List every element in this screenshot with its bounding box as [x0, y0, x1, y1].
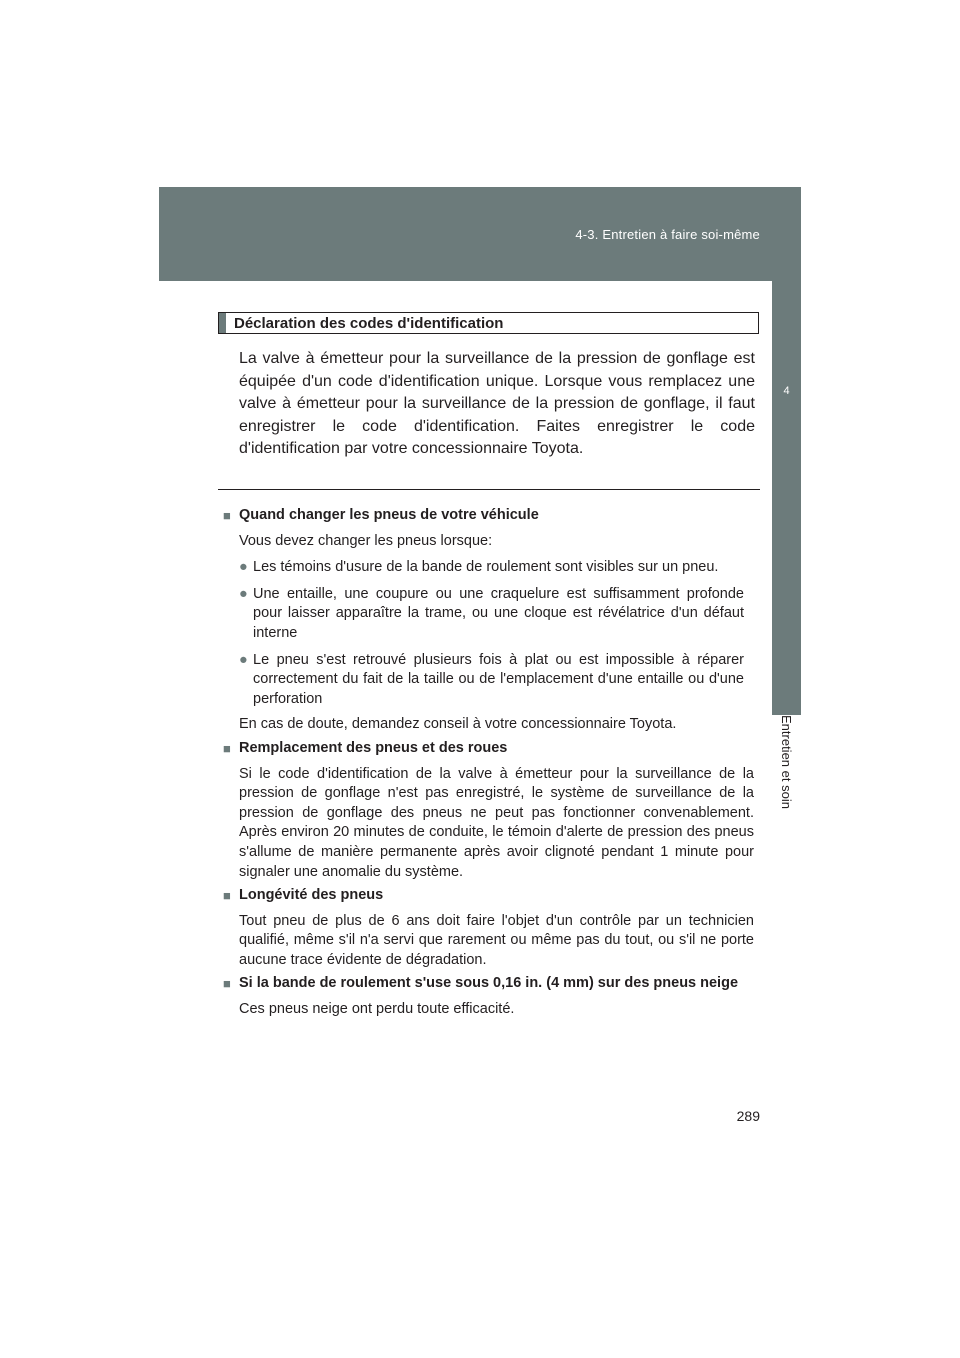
note-body: Tout pneu de plus de 6 ans doit faire l'objet d'un contrôle par un technicien qualifié, même s'il n'a servi que rarement ou même pas du tout, ou s'il ne porte aucune trace évidente de dégradation.	[239, 912, 754, 968]
chapter-tab	[772, 281, 801, 715]
section-heading-box	[218, 312, 759, 334]
note-body: Si le code d'identification de la valve à émetteur pour la surveillance de la pression de gonflage n'est pas enregistré, le système de surveillance de la pression de gonflage des pneus ne peut pas fonctionner convenablement. Après environ 20 minutes de conduite, le témoin d'alerte de pression des pneus s'allume de manière permanente après avoir clignoté pendant 1 minute pour signaler une anomalie du système.	[239, 765, 754, 880]
note-heading	[223, 739, 754, 759]
square-bullet-icon: ■	[223, 976, 231, 992]
list-item	[239, 558, 754, 578]
list-item	[239, 585, 754, 644]
square-bullet-icon: ■	[223, 508, 231, 523]
note-heading	[223, 506, 754, 526]
list-item	[239, 651, 754, 710]
section-heading-bar	[219, 313, 226, 333]
chapter-title: Entretien et soin	[779, 715, 794, 809]
header-band	[159, 187, 801, 281]
list-item-text: Les témoins d'usure de la bande de roulement sont visibles sur un pneu.	[253, 559, 719, 576]
note-heading	[223, 886, 754, 906]
section-intro: La valve à émetteur pour la surveillance de la pression de gonflage est équipée d'un code d'identification unique. Lorsque vous remplacez une valve à émetteur pour la surveillance de la pression de gonflage, il faut enregistrer le code d'identification. Faites enregistrer le code d'identification par votre concessionnaire Toyota.	[239, 350, 755, 457]
note-heading	[223, 974, 754, 994]
section-heading: Déclaration des codes d'identification	[234, 315, 504, 332]
page-number: 289	[736, 1108, 760, 1124]
divider	[218, 489, 760, 490]
note-heading-text: Remplacement des pneus et des roues	[239, 739, 508, 756]
note-longevity	[223, 886, 754, 970]
note-body: Ces pneus neige ont perdu toute efficacité.	[239, 1001, 515, 1018]
running-section-title: 4-3. Entretien à faire soi-même	[575, 227, 760, 242]
note-heading-text: Longévité des pneus	[239, 887, 384, 904]
notes	[223, 506, 754, 1024]
note-heading-text: Quand changer les pneus de votre véhicule	[239, 507, 539, 523]
square-bullet-icon: ■	[223, 740, 231, 756]
round-bullet-icon: ●	[239, 651, 248, 668]
note-replacement	[223, 739, 754, 882]
round-bullet-icon: ●	[239, 559, 248, 576]
chapter-number: 4	[783, 385, 790, 397]
note-closing: En cas de doute, demandez conseil à votre concessionnaire Toyota.	[239, 716, 677, 733]
note-lead: Vous devez changer les pneus lorsque:	[239, 532, 493, 549]
note-change-tires	[223, 506, 754, 735]
list-item-text: Le pneu s'est retrouvé plusieurs fois à plat ou est impossible à réparer correctement du fait de la taille ou de l'emplacement d'une entaille ou d'une perforation	[253, 651, 744, 707]
note-snow-tires	[223, 974, 754, 1019]
list-item-text: Une entaille, une coupure ou une craquelure est suffisamment profonde pour laisser apparaître la trame, ou une cloque est révélatrice d'un défaut interne	[253, 585, 744, 641]
square-bullet-icon: ■	[223, 888, 231, 904]
note-heading-text: Si la bande de roulement s'use sous 0,16 in. (4 mm) sur des pneus neige	[239, 975, 739, 992]
round-bullet-icon: ●	[239, 585, 248, 602]
